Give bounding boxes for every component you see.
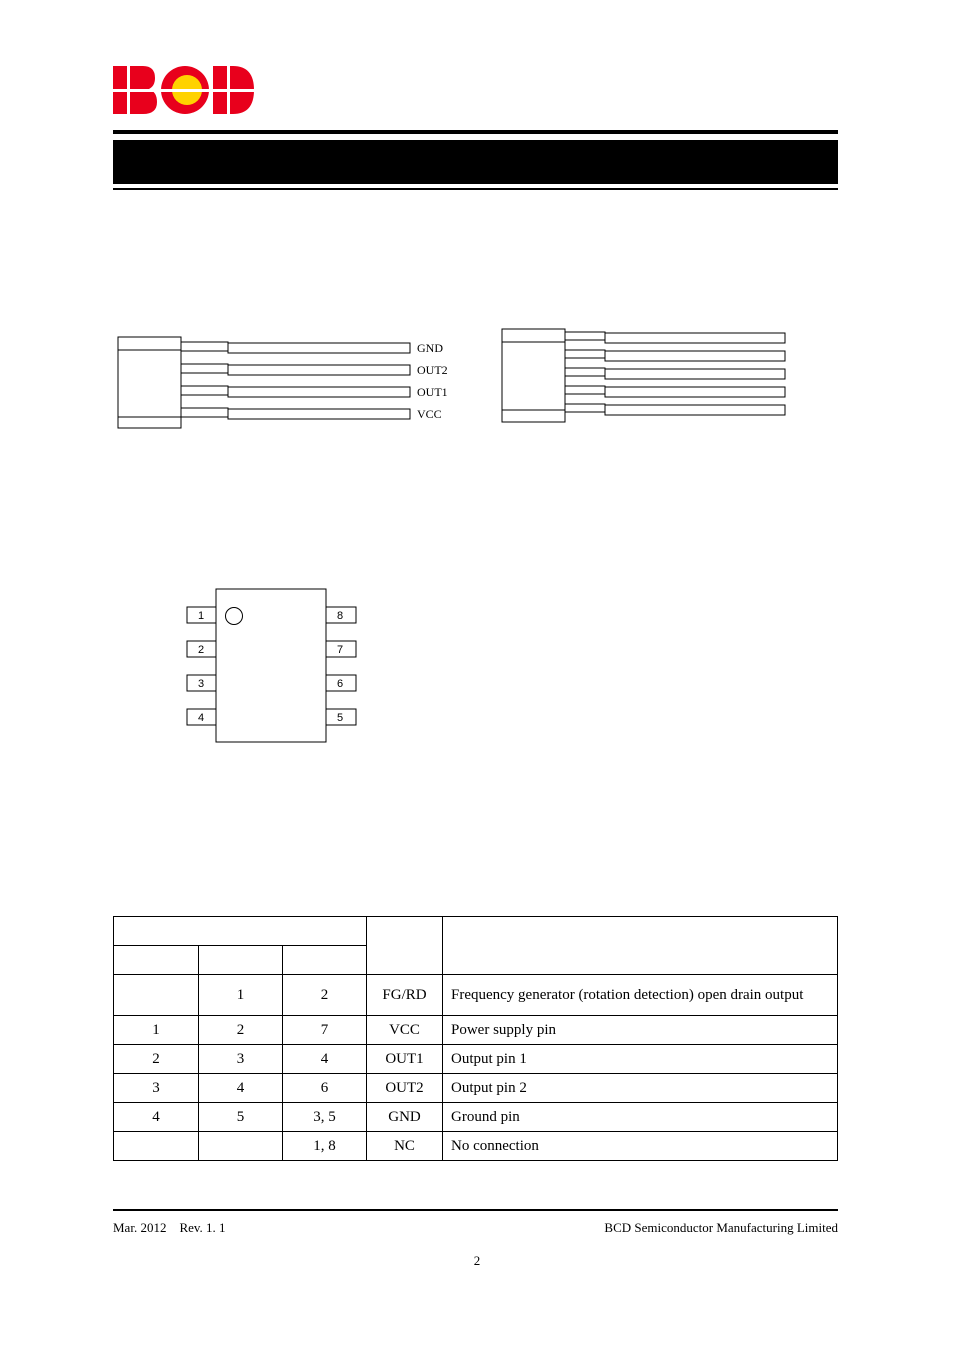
- pin-number-cell: 3, 5: [283, 1103, 367, 1132]
- pin-number-cell: 1: [199, 975, 283, 1016]
- footer-rule: [113, 1209, 838, 1211]
- pin-label-out2: OUT2: [417, 363, 448, 377]
- pin-name-cell: VCC: [367, 1016, 443, 1045]
- footer-date-revision: Mar. 2012 Rev. 1. 1: [113, 1220, 226, 1235]
- table-row: [114, 1016, 838, 1045]
- pin-number-cell: 4: [114, 1103, 199, 1132]
- pin-function-cell: Ground pin: [443, 1103, 838, 1132]
- pin-number-cell: 3: [114, 1074, 199, 1103]
- pin-number-cell: 4: [199, 1074, 283, 1103]
- pin-number-cell: 7: [283, 1016, 367, 1045]
- table-header-cell: [199, 946, 283, 975]
- table-row: [114, 1045, 838, 1074]
- table-header-cell: [114, 946, 199, 975]
- page-number: 2: [473, 1253, 481, 1268]
- soic-pin-5: 5: [336, 712, 344, 724]
- pin-label-gnd: GND: [417, 341, 443, 355]
- pin-function-cell: Power supply pin: [443, 1016, 838, 1045]
- soic-pin-4: 4: [197, 712, 205, 724]
- pin-function-cell: Output pin 1: [443, 1045, 838, 1074]
- pin-number-cell: 3: [199, 1045, 283, 1074]
- pin-number-cell: 2: [199, 1016, 283, 1045]
- title-banner: [113, 140, 838, 184]
- pin-number-cell: [199, 1132, 283, 1161]
- pin-description-table: [113, 916, 838, 1161]
- soic-pin-2: 2: [197, 644, 205, 656]
- header-rule-thick: [113, 130, 838, 134]
- bcd-logo: [113, 64, 255, 116]
- soic-pin-3: 3: [197, 678, 205, 690]
- pin-name-cell: FG/RD: [367, 975, 443, 1016]
- soic-pin-7: 7: [336, 644, 344, 656]
- pin-function-cell: Frequency generator (rotation detection) open drain output: [443, 975, 838, 1016]
- pin-number-cell: [114, 1132, 199, 1161]
- pin-number-cell: 6: [283, 1074, 367, 1103]
- table-row: [114, 975, 838, 1016]
- table-header-cell: [114, 917, 367, 946]
- pin-name-cell: NC: [367, 1132, 443, 1161]
- pin-name-cell: GND: [367, 1103, 443, 1132]
- pin-number-cell: [114, 975, 199, 1016]
- pin-name-cell: OUT2: [367, 1074, 443, 1103]
- table-row: [114, 1074, 838, 1103]
- pin-function-cell: No connection: [443, 1132, 838, 1161]
- pin-number-cell: 1: [114, 1016, 199, 1045]
- table-header-cell: [283, 946, 367, 975]
- table-row: [114, 1103, 838, 1132]
- table-row: [114, 1132, 838, 1161]
- pin-number-cell: 2: [283, 975, 367, 1016]
- table-header-cell: [367, 917, 443, 975]
- pin-number-cell: 5: [199, 1103, 283, 1132]
- pin-name-cell: OUT1: [367, 1045, 443, 1074]
- soic-pin-8: 8: [336, 610, 344, 622]
- pin-label-vcc: VCC: [417, 407, 442, 421]
- soic-pin-6: 6: [336, 678, 344, 690]
- soic-pin-1: 1: [197, 610, 205, 622]
- pin-number-cell: 2: [114, 1045, 199, 1074]
- soic-8-pinout: [180, 582, 370, 752]
- pin-function-cell: Output pin 2: [443, 1074, 838, 1103]
- footer-company: BCD Semiconductor Manufacturing Limited: [604, 1220, 838, 1235]
- pin-number-cell: 1, 8: [283, 1132, 367, 1161]
- pin-number-cell: 4: [283, 1045, 367, 1074]
- package-outline-diagrams: [110, 322, 810, 437]
- pin-label-out1: OUT1: [417, 385, 448, 399]
- table-header-cell: [443, 917, 838, 975]
- header-rule-thin: [113, 188, 838, 190]
